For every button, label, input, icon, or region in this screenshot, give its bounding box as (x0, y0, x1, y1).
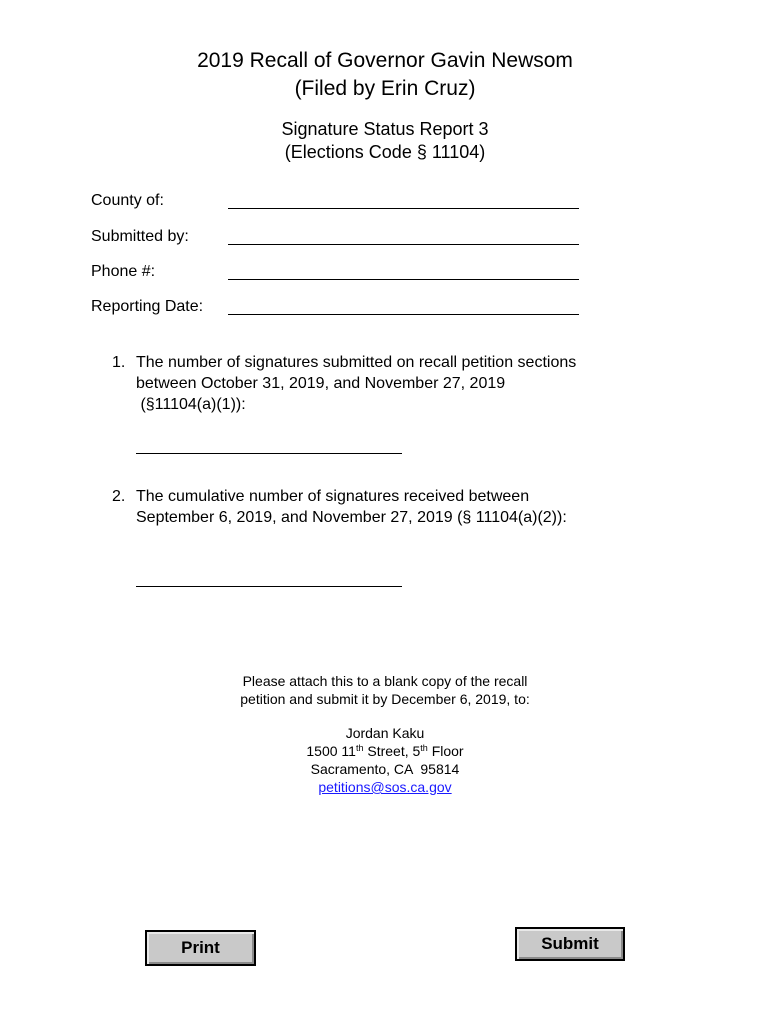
submitted-by-input-line[interactable] (228, 244, 579, 245)
street-number: 1500 11 (306, 743, 356, 759)
document-title (0, 47, 770, 103)
email-link[interactable]: petitions@sos.ca.gov (318, 779, 452, 795)
street-superscript: th (355, 743, 364, 753)
instructions-line-2: petition and submit it by December 6, 2019, to: (240, 691, 530, 707)
address-city: Sacramento, CA 95814 (310, 761, 460, 777)
question-2-line-2: September 6, 2019, and November 27, 2019 (§ 11104(a)(2)): (136, 509, 567, 526)
question-1-line-2: between October 31, 2019, and November 27, 2019 (136, 375, 506, 392)
county-label: County of: (91, 192, 164, 209)
floor-label: Floor (427, 743, 464, 759)
submit-button[interactable]: Submit (515, 927, 625, 961)
submitted-by-label: Submitted by: (91, 228, 189, 245)
title-line-2: (Filed by Erin Cruz) (294, 77, 476, 100)
address-name: Jordan Kaku (345, 725, 425, 741)
phone-label: Phone #: (91, 263, 156, 280)
question-2-number: 2. (112, 488, 126, 505)
phone-field (91, 263, 591, 285)
question-1-number: 1. (112, 354, 126, 371)
county-field (91, 192, 591, 214)
mailing-address (0, 724, 770, 796)
question-1-text (136, 352, 646, 415)
reporting-date-input-line[interactable] (228, 314, 579, 315)
county-input-line[interactable] (228, 208, 579, 209)
question-1-line-3: (§11104(a)(1)): (136, 396, 246, 413)
submitted-by-field (91, 228, 591, 250)
print-button[interactable]: Print (145, 930, 256, 966)
document-subtitle (0, 118, 770, 164)
subtitle-line-2: (Elections Code § 11104) (284, 142, 486, 162)
submission-instructions (0, 672, 770, 708)
floor-superscript: th (420, 743, 428, 753)
question-2-answer-line[interactable] (136, 586, 402, 587)
question-1-answer-line[interactable] (136, 453, 402, 454)
address-street (0, 742, 770, 760)
phone-input-line[interactable] (228, 279, 579, 280)
title-line-1: 2019 Recall of Governor Gavin Newsom (197, 49, 573, 72)
instructions-line-1: Please attach this to a blank copy of the recall (242, 673, 528, 689)
question-2-text (136, 486, 646, 528)
reporting-date-label: Reporting Date: (91, 298, 204, 315)
question-1-line-1: The number of signatures submitted on recall petition sections (136, 354, 577, 371)
reporting-date-field (91, 298, 591, 320)
question-2-line-1: The cumulative number of signatures received between (136, 488, 530, 505)
subtitle-line-1: Signature Status Report 3 (281, 119, 489, 139)
street-name: Street, 5 (363, 743, 421, 759)
